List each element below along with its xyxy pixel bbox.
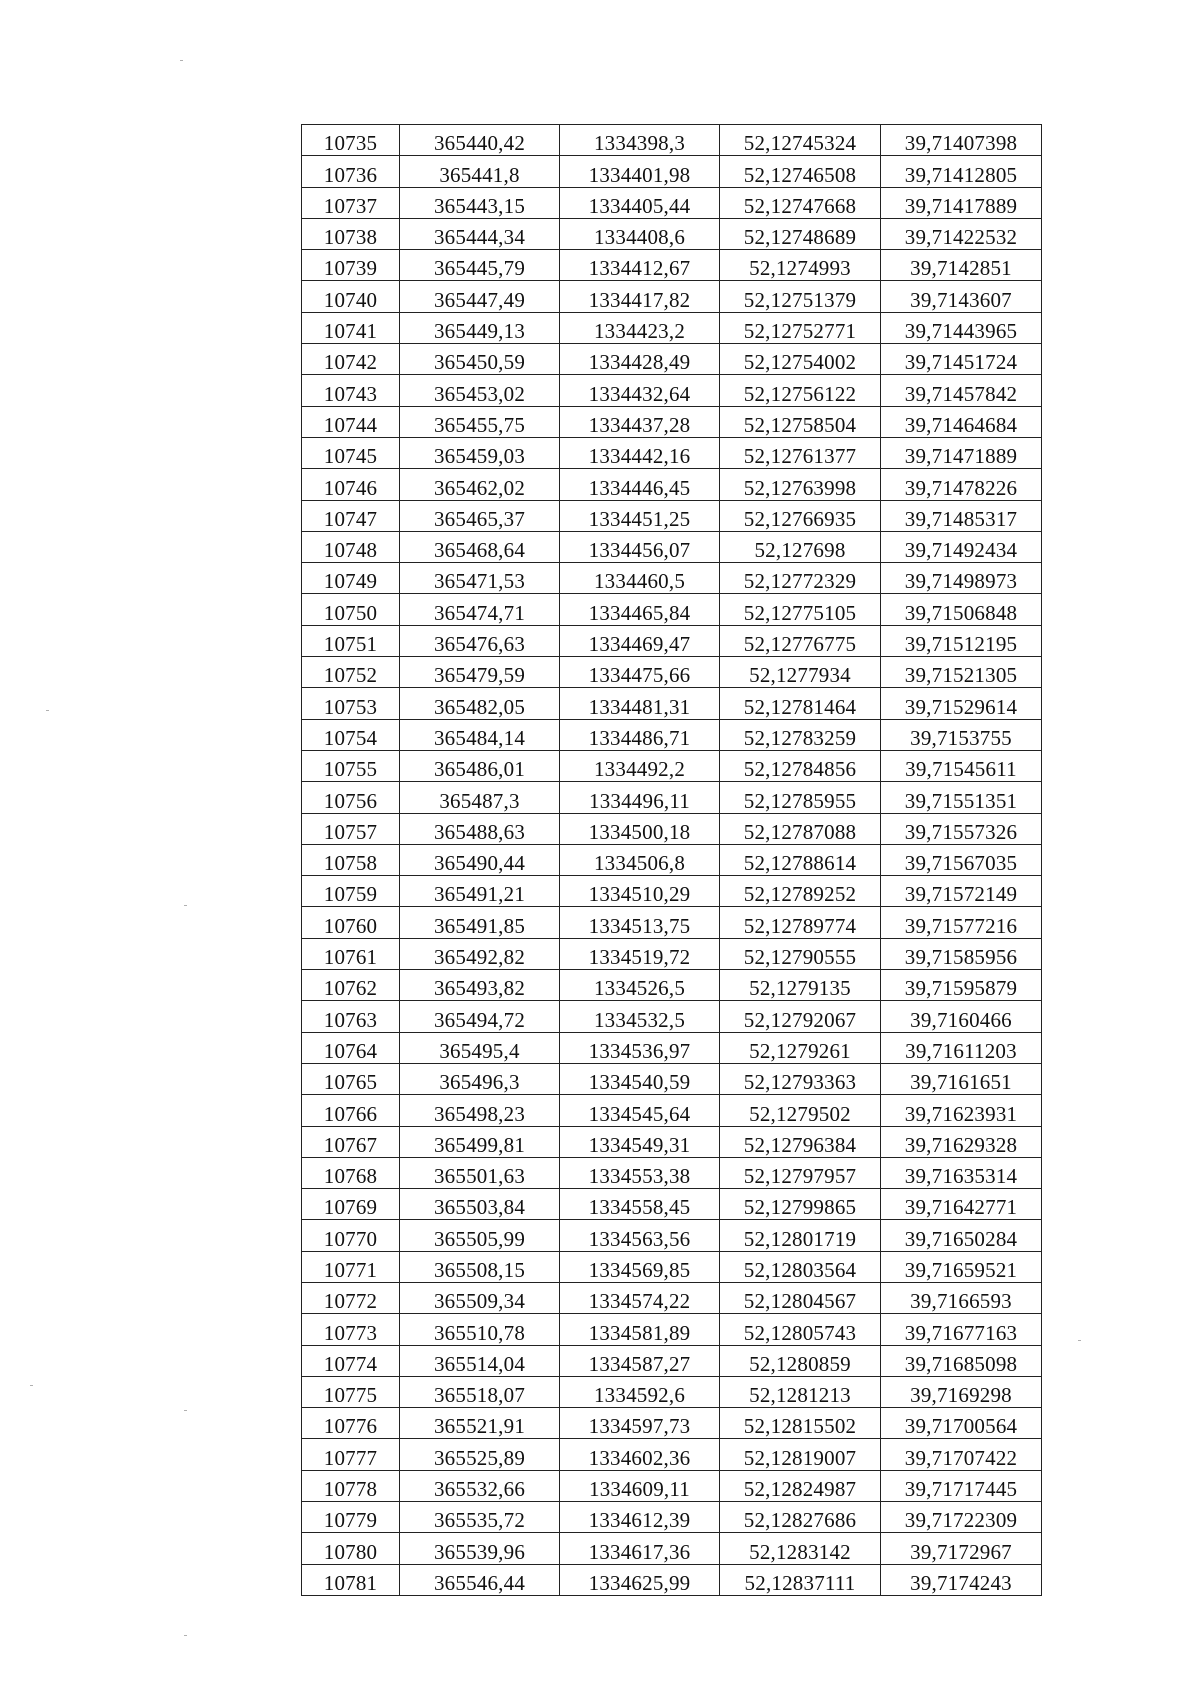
y-coordinate-cell: 1334432,64 [560, 375, 720, 406]
table-row [302, 1001, 1042, 1032]
y-coordinate-cell: 1334602,36 [560, 1439, 720, 1470]
table-row [302, 1282, 1042, 1313]
longitude-cell: 39,71451724 [881, 344, 1042, 375]
table-row [302, 1220, 1042, 1251]
y-coordinate-cell: 1334540,59 [560, 1063, 720, 1094]
point-number-cell: 10771 [302, 1251, 400, 1282]
x-coordinate-cell: 365444,34 [400, 218, 560, 249]
longitude-cell: 39,71417889 [881, 187, 1042, 218]
longitude-cell: 39,71529614 [881, 688, 1042, 719]
y-coordinate-cell: 1334553,38 [560, 1157, 720, 1188]
point-number-cell: 10750 [302, 594, 400, 625]
longitude-cell: 39,71471889 [881, 437, 1042, 468]
table-row [302, 1157, 1042, 1188]
latitude-cell: 52,1279135 [720, 970, 881, 1001]
y-coordinate-cell: 1334581,89 [560, 1314, 720, 1345]
longitude-cell: 39,7143607 [881, 281, 1042, 312]
table-row [302, 250, 1042, 281]
x-coordinate-cell: 365453,02 [400, 375, 560, 406]
y-coordinate-cell: 1334545,64 [560, 1095, 720, 1126]
x-coordinate-cell: 365471,53 [400, 563, 560, 594]
x-coordinate-cell: 365495,4 [400, 1032, 560, 1063]
y-coordinate-cell: 1334592,6 [560, 1376, 720, 1407]
point-number-cell: 10746 [302, 469, 400, 500]
latitude-cell: 52,12766935 [720, 500, 881, 531]
table-row [302, 469, 1042, 500]
x-coordinate-cell: 365525,89 [400, 1439, 560, 1470]
x-coordinate-cell: 365496,3 [400, 1063, 560, 1094]
table-row [302, 1032, 1042, 1063]
coordinates-table-body [302, 125, 1042, 1596]
table-row [302, 1564, 1042, 1595]
coordinates-table [301, 124, 1042, 1596]
latitude-cell: 52,12745324 [720, 125, 881, 156]
point-number-cell: 10745 [302, 437, 400, 468]
y-coordinate-cell: 1334446,45 [560, 469, 720, 500]
point-number-cell: 10755 [302, 750, 400, 781]
latitude-cell: 52,12781464 [720, 688, 881, 719]
latitude-cell: 52,1283142 [720, 1533, 881, 1564]
y-coordinate-cell: 1334506,8 [560, 844, 720, 875]
point-number-cell: 10751 [302, 625, 400, 656]
table-row [302, 437, 1042, 468]
table-row [302, 876, 1042, 907]
scan-speck [46, 710, 49, 711]
latitude-cell: 52,12815502 [720, 1408, 881, 1439]
table-row [302, 312, 1042, 343]
x-coordinate-cell: 365498,23 [400, 1095, 560, 1126]
longitude-cell: 39,71512195 [881, 625, 1042, 656]
latitude-cell: 52,12748689 [720, 218, 881, 249]
latitude-cell: 52,12787088 [720, 813, 881, 844]
table-row [302, 625, 1042, 656]
x-coordinate-cell: 365484,14 [400, 719, 560, 750]
longitude-cell: 39,7142851 [881, 250, 1042, 281]
latitude-cell: 52,12785955 [720, 782, 881, 813]
table-row [302, 1314, 1042, 1345]
point-number-cell: 10766 [302, 1095, 400, 1126]
x-coordinate-cell: 365443,15 [400, 187, 560, 218]
point-number-cell: 10739 [302, 250, 400, 281]
x-coordinate-cell: 365499,81 [400, 1126, 560, 1157]
y-coordinate-cell: 1334486,71 [560, 719, 720, 750]
y-coordinate-cell: 1334428,49 [560, 344, 720, 375]
scan-speck [184, 1410, 187, 1411]
scan-speck [180, 60, 183, 61]
x-coordinate-cell: 365505,99 [400, 1220, 560, 1251]
x-coordinate-cell: 365491,85 [400, 907, 560, 938]
longitude-cell: 39,71629328 [881, 1126, 1042, 1157]
y-coordinate-cell: 1334481,31 [560, 688, 720, 719]
point-number-cell: 10774 [302, 1345, 400, 1376]
latitude-cell: 52,12746508 [720, 156, 881, 187]
latitude-cell: 52,12792067 [720, 1001, 881, 1032]
point-number-cell: 10768 [302, 1157, 400, 1188]
longitude-cell: 39,71595879 [881, 970, 1042, 1001]
table-row [302, 1533, 1042, 1564]
latitude-cell: 52,12789252 [720, 876, 881, 907]
longitude-cell: 39,71700564 [881, 1408, 1042, 1439]
longitude-cell: 39,7161651 [881, 1063, 1042, 1094]
latitude-cell: 52,12790555 [720, 938, 881, 969]
latitude-cell: 52,12751379 [720, 281, 881, 312]
x-coordinate-cell: 365491,21 [400, 876, 560, 907]
y-coordinate-cell: 1334442,16 [560, 437, 720, 468]
table-row [302, 531, 1042, 562]
longitude-cell: 39,7174243 [881, 1564, 1042, 1595]
point-number-cell: 10760 [302, 907, 400, 938]
table-row [302, 125, 1042, 156]
y-coordinate-cell: 1334558,45 [560, 1189, 720, 1220]
table-row [302, 1095, 1042, 1126]
longitude-cell: 39,7160466 [881, 1001, 1042, 1032]
table-row [302, 281, 1042, 312]
longitude-cell: 39,71707422 [881, 1439, 1042, 1470]
x-coordinate-cell: 365503,84 [400, 1189, 560, 1220]
longitude-cell: 39,71506848 [881, 594, 1042, 625]
longitude-cell: 39,7153755 [881, 719, 1042, 750]
longitude-cell: 39,71611203 [881, 1032, 1042, 1063]
latitude-cell: 52,1279261 [720, 1032, 881, 1063]
table-row [302, 1126, 1042, 1157]
point-number-cell: 10777 [302, 1439, 400, 1470]
longitude-cell: 39,71443965 [881, 312, 1042, 343]
longitude-cell: 39,71642771 [881, 1189, 1042, 1220]
longitude-cell: 39,71685098 [881, 1345, 1042, 1376]
longitude-cell: 39,71407398 [881, 125, 1042, 156]
longitude-cell: 39,71650284 [881, 1220, 1042, 1251]
x-coordinate-cell: 365501,63 [400, 1157, 560, 1188]
point-number-cell: 10762 [302, 970, 400, 1001]
point-number-cell: 10754 [302, 719, 400, 750]
table-row [302, 187, 1042, 218]
point-number-cell: 10772 [302, 1282, 400, 1313]
point-number-cell: 10769 [302, 1189, 400, 1220]
x-coordinate-cell: 365479,59 [400, 657, 560, 688]
latitude-cell: 52,12819007 [720, 1439, 881, 1470]
longitude-cell: 39,71585956 [881, 938, 1042, 969]
point-number-cell: 10752 [302, 657, 400, 688]
x-coordinate-cell: 365450,59 [400, 344, 560, 375]
y-coordinate-cell: 1334519,72 [560, 938, 720, 969]
latitude-cell: 52,12783259 [720, 719, 881, 750]
latitude-cell: 52,12789774 [720, 907, 881, 938]
table-row [302, 688, 1042, 719]
point-number-cell: 10748 [302, 531, 400, 562]
y-coordinate-cell: 1334510,29 [560, 876, 720, 907]
table-row [302, 1189, 1042, 1220]
latitude-cell: 52,1280859 [720, 1345, 881, 1376]
longitude-cell: 39,71722309 [881, 1502, 1042, 1533]
x-coordinate-cell: 365482,05 [400, 688, 560, 719]
latitude-cell: 52,12805743 [720, 1314, 881, 1345]
table-row [302, 500, 1042, 531]
table-row [302, 594, 1042, 625]
longitude-cell: 39,71567035 [881, 844, 1042, 875]
x-coordinate-cell: 365508,15 [400, 1251, 560, 1282]
point-number-cell: 10773 [302, 1314, 400, 1345]
x-coordinate-cell: 365509,34 [400, 1282, 560, 1313]
scan-speck [30, 1385, 33, 1386]
point-number-cell: 10749 [302, 563, 400, 594]
x-coordinate-cell: 365488,63 [400, 813, 560, 844]
table-row [302, 1345, 1042, 1376]
point-number-cell: 10778 [302, 1470, 400, 1501]
table-row [302, 813, 1042, 844]
x-coordinate-cell: 365465,37 [400, 500, 560, 531]
y-coordinate-cell: 1334412,67 [560, 250, 720, 281]
x-coordinate-cell: 365455,75 [400, 406, 560, 437]
table-row [302, 1470, 1042, 1501]
longitude-cell: 39,7172967 [881, 1533, 1042, 1564]
y-coordinate-cell: 1334437,28 [560, 406, 720, 437]
x-coordinate-cell: 365440,42 [400, 125, 560, 156]
x-coordinate-cell: 365487,3 [400, 782, 560, 813]
latitude-cell: 52,12763998 [720, 469, 881, 500]
point-number-cell: 10757 [302, 813, 400, 844]
table-row [302, 938, 1042, 969]
latitude-cell: 52,12752771 [720, 312, 881, 343]
latitude-cell: 52,12803564 [720, 1251, 881, 1282]
latitude-cell: 52,12796384 [720, 1126, 881, 1157]
latitude-cell: 52,12827686 [720, 1502, 881, 1533]
latitude-cell: 52,12775105 [720, 594, 881, 625]
point-number-cell: 10743 [302, 375, 400, 406]
latitude-cell: 52,12824987 [720, 1470, 881, 1501]
y-coordinate-cell: 1334513,75 [560, 907, 720, 938]
longitude-cell: 39,71498973 [881, 563, 1042, 594]
longitude-cell: 39,71464684 [881, 406, 1042, 437]
latitude-cell: 52,12747668 [720, 187, 881, 218]
x-coordinate-cell: 365474,71 [400, 594, 560, 625]
x-coordinate-cell: 365492,82 [400, 938, 560, 969]
longitude-cell: 39,71422532 [881, 218, 1042, 249]
longitude-cell: 39,71545611 [881, 750, 1042, 781]
latitude-cell: 52,12754002 [720, 344, 881, 375]
point-number-cell: 10765 [302, 1063, 400, 1094]
point-number-cell: 10758 [302, 844, 400, 875]
point-number-cell: 10744 [302, 406, 400, 437]
y-coordinate-cell: 1334609,11 [560, 1470, 720, 1501]
y-coordinate-cell: 1334451,25 [560, 500, 720, 531]
table-row [302, 1502, 1042, 1533]
y-coordinate-cell: 1334536,97 [560, 1032, 720, 1063]
x-coordinate-cell: 365546,44 [400, 1564, 560, 1595]
point-number-cell: 10738 [302, 218, 400, 249]
y-coordinate-cell: 1334612,39 [560, 1502, 720, 1533]
y-coordinate-cell: 1334574,22 [560, 1282, 720, 1313]
point-number-cell: 10779 [302, 1502, 400, 1533]
point-number-cell: 10747 [302, 500, 400, 531]
y-coordinate-cell: 1334587,27 [560, 1345, 720, 1376]
x-coordinate-cell: 365539,96 [400, 1533, 560, 1564]
y-coordinate-cell: 1334408,6 [560, 218, 720, 249]
point-number-cell: 10741 [302, 312, 400, 343]
y-coordinate-cell: 1334423,2 [560, 312, 720, 343]
longitude-cell: 39,71677163 [881, 1314, 1042, 1345]
point-number-cell: 10740 [302, 281, 400, 312]
longitude-cell: 39,71717445 [881, 1470, 1042, 1501]
y-coordinate-cell: 1334500,18 [560, 813, 720, 844]
point-number-cell: 10781 [302, 1564, 400, 1595]
x-coordinate-cell: 365441,8 [400, 156, 560, 187]
y-coordinate-cell: 1334401,98 [560, 156, 720, 187]
longitude-cell: 39,71521305 [881, 657, 1042, 688]
y-coordinate-cell: 1334617,36 [560, 1533, 720, 1564]
longitude-cell: 39,71623931 [881, 1095, 1042, 1126]
table-row [302, 156, 1042, 187]
point-number-cell: 10736 [302, 156, 400, 187]
latitude-cell: 52,12784856 [720, 750, 881, 781]
table-row [302, 375, 1042, 406]
y-coordinate-cell: 1334597,73 [560, 1408, 720, 1439]
x-coordinate-cell: 365447,49 [400, 281, 560, 312]
y-coordinate-cell: 1334405,44 [560, 187, 720, 218]
y-coordinate-cell: 1334417,82 [560, 281, 720, 312]
scan-speck [184, 905, 187, 906]
table-row [302, 1439, 1042, 1470]
x-coordinate-cell: 365468,64 [400, 531, 560, 562]
latitude-cell: 52,12837111 [720, 1564, 881, 1595]
point-number-cell: 10753 [302, 688, 400, 719]
longitude-cell: 39,71557326 [881, 813, 1042, 844]
longitude-cell: 39,71577216 [881, 907, 1042, 938]
x-coordinate-cell: 365459,03 [400, 437, 560, 468]
longitude-cell: 39,71551351 [881, 782, 1042, 813]
latitude-cell: 52,12756122 [720, 375, 881, 406]
longitude-cell: 39,71659521 [881, 1251, 1042, 1282]
point-number-cell: 10776 [302, 1408, 400, 1439]
y-coordinate-cell: 1334465,84 [560, 594, 720, 625]
longitude-cell: 39,71412805 [881, 156, 1042, 187]
latitude-cell: 52,127698 [720, 531, 881, 562]
point-number-cell: 10775 [302, 1376, 400, 1407]
table-row [302, 782, 1042, 813]
x-coordinate-cell: 365445,79 [400, 250, 560, 281]
longitude-cell: 39,71492434 [881, 531, 1042, 562]
x-coordinate-cell: 365494,72 [400, 1001, 560, 1032]
latitude-cell: 52,12758504 [720, 406, 881, 437]
x-coordinate-cell: 365510,78 [400, 1314, 560, 1345]
latitude-cell: 52,1279502 [720, 1095, 881, 1126]
x-coordinate-cell: 365532,66 [400, 1470, 560, 1501]
table-row [302, 406, 1042, 437]
table-row [302, 1063, 1042, 1094]
longitude-cell: 39,71485317 [881, 500, 1042, 531]
y-coordinate-cell: 1334398,3 [560, 125, 720, 156]
y-coordinate-cell: 1334456,07 [560, 531, 720, 562]
point-number-cell: 10756 [302, 782, 400, 813]
latitude-cell: 52,12799865 [720, 1189, 881, 1220]
table-row [302, 563, 1042, 594]
x-coordinate-cell: 365486,01 [400, 750, 560, 781]
table-row [302, 344, 1042, 375]
longitude-cell: 39,7169298 [881, 1376, 1042, 1407]
table-row [302, 719, 1042, 750]
y-coordinate-cell: 1334549,31 [560, 1126, 720, 1157]
point-number-cell: 10742 [302, 344, 400, 375]
point-number-cell: 10763 [302, 1001, 400, 1032]
y-coordinate-cell: 1334469,47 [560, 625, 720, 656]
y-coordinate-cell: 1334625,99 [560, 1564, 720, 1595]
scan-speck [1078, 1340, 1081, 1341]
point-number-cell: 10764 [302, 1032, 400, 1063]
latitude-cell: 52,12801719 [720, 1220, 881, 1251]
y-coordinate-cell: 1334569,85 [560, 1251, 720, 1282]
table-row [302, 907, 1042, 938]
latitude-cell: 52,12804567 [720, 1282, 881, 1313]
x-coordinate-cell: 365535,72 [400, 1502, 560, 1533]
y-coordinate-cell: 1334492,2 [560, 750, 720, 781]
y-coordinate-cell: 1334563,56 [560, 1220, 720, 1251]
latitude-cell: 52,12788614 [720, 844, 881, 875]
longitude-cell: 39,71572149 [881, 876, 1042, 907]
x-coordinate-cell: 365462,02 [400, 469, 560, 500]
x-coordinate-cell: 365514,04 [400, 1345, 560, 1376]
x-coordinate-cell: 365493,82 [400, 970, 560, 1001]
longitude-cell: 39,71635314 [881, 1157, 1042, 1188]
latitude-cell: 52,12772329 [720, 563, 881, 594]
latitude-cell: 52,12776775 [720, 625, 881, 656]
point-number-cell: 10767 [302, 1126, 400, 1157]
latitude-cell: 52,12761377 [720, 437, 881, 468]
longitude-cell: 39,71457842 [881, 375, 1042, 406]
x-coordinate-cell: 365521,91 [400, 1408, 560, 1439]
point-number-cell: 10737 [302, 187, 400, 218]
y-coordinate-cell: 1334460,5 [560, 563, 720, 594]
scan-speck [184, 1635, 187, 1636]
table-row [302, 970, 1042, 1001]
point-number-cell: 10770 [302, 1220, 400, 1251]
table-row [302, 218, 1042, 249]
table-row [302, 750, 1042, 781]
point-number-cell: 10780 [302, 1533, 400, 1564]
point-number-cell: 10761 [302, 938, 400, 969]
x-coordinate-cell: 365518,07 [400, 1376, 560, 1407]
y-coordinate-cell: 1334475,66 [560, 657, 720, 688]
table-row [302, 1408, 1042, 1439]
latitude-cell: 52,1277934 [720, 657, 881, 688]
latitude-cell: 52,1281213 [720, 1376, 881, 1407]
x-coordinate-cell: 365449,13 [400, 312, 560, 343]
y-coordinate-cell: 1334496,11 [560, 782, 720, 813]
y-coordinate-cell: 1334532,5 [560, 1001, 720, 1032]
latitude-cell: 52,12793363 [720, 1063, 881, 1094]
point-number-cell: 10759 [302, 876, 400, 907]
table-row [302, 1376, 1042, 1407]
table-row [302, 657, 1042, 688]
latitude-cell: 52,12797957 [720, 1157, 881, 1188]
longitude-cell: 39,7166593 [881, 1282, 1042, 1313]
y-coordinate-cell: 1334526,5 [560, 970, 720, 1001]
latitude-cell: 52,1274993 [720, 250, 881, 281]
x-coordinate-cell: 365490,44 [400, 844, 560, 875]
table-row [302, 844, 1042, 875]
longitude-cell: 39,71478226 [881, 469, 1042, 500]
x-coordinate-cell: 365476,63 [400, 625, 560, 656]
point-number-cell: 10735 [302, 125, 400, 156]
table-row [302, 1251, 1042, 1282]
